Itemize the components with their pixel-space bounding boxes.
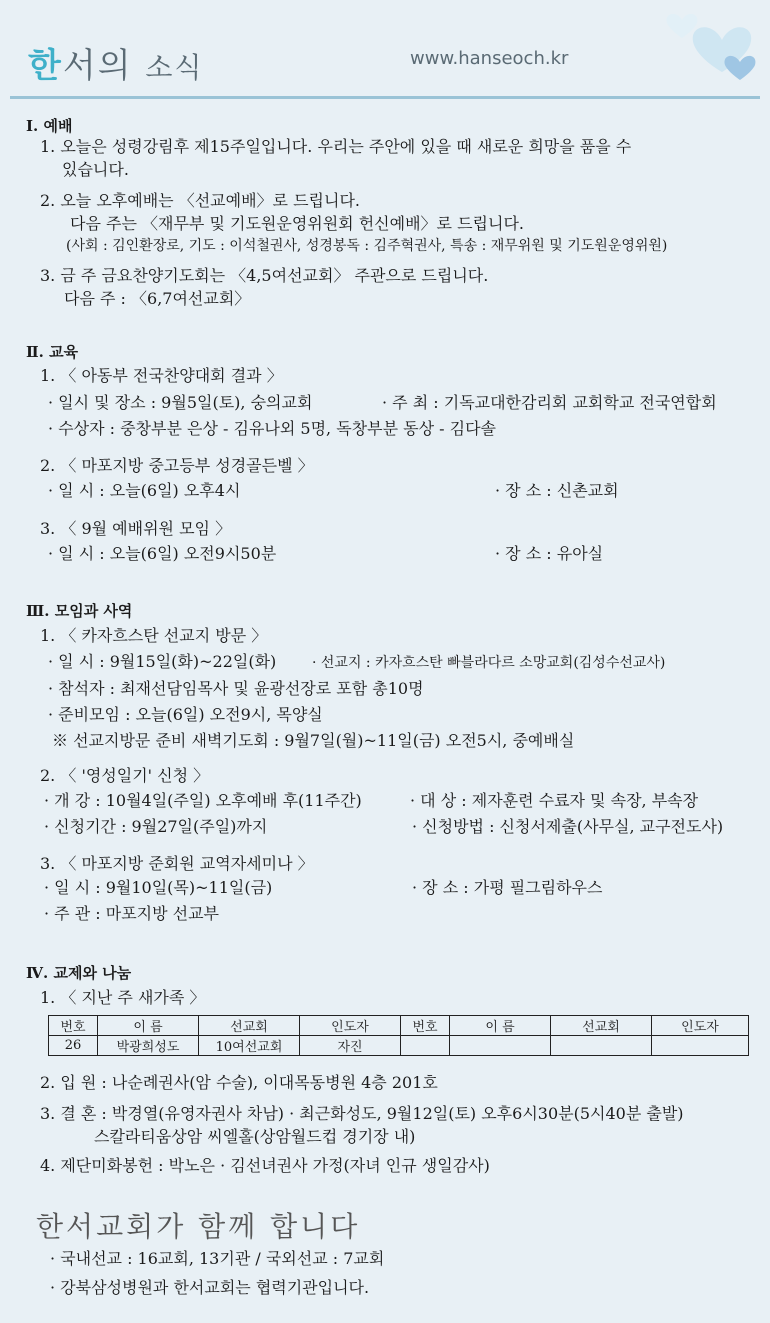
col-header: 인도자 xyxy=(300,1016,401,1036)
fellow-item-3-cont: 스칼라티움상암 씨엘홀(상암월드컵 경기장 내) xyxy=(94,1127,416,1146)
table-row xyxy=(49,1036,749,1056)
section-education-heading: Ⅱ. 교육 xyxy=(26,343,79,361)
meet-item-1-note: ※ 선교지방문 준비 새벽기도회 : 9월7일(월)~11일(금) 오전5시, 중예배실 xyxy=(52,731,575,750)
title-part3: 소식 xyxy=(145,51,204,84)
edu-item-1: 1. 〈 아동부 전국찬양대회 결과 〉 xyxy=(40,366,283,385)
table-cell xyxy=(450,1036,551,1056)
website-url[interactable]: www.hanseoch.kr xyxy=(410,48,569,69)
edu-item-2: 2. 〈 마포지방 중고등부 성경골든벨 〉 xyxy=(40,456,314,475)
meet-item-2: 2. 〈 '영성일기' 신청 〉 xyxy=(40,766,210,785)
table-cell: 26 xyxy=(49,1036,98,1056)
worship-item-2: 2. 오늘 오후예배는 〈선교예배〉로 드립니다. xyxy=(40,191,360,210)
edu-item-3: 3. 〈 9월 예배위원 모임 〉 xyxy=(40,519,232,538)
edu-item-3-time: · 일 시 : 오늘(6일) 오전9시50분 xyxy=(48,544,277,563)
meet-item-2-target: · 대 상 : 제자훈련 수료자 및 속장, 부속장 xyxy=(410,791,699,810)
new-family-table xyxy=(48,1015,749,1056)
worship-item-3: 3. 금 주 금요찬양기도회는 〈4,5여선교회〉 주관으로 드립니다. xyxy=(40,266,489,285)
title-part1: 한 xyxy=(28,46,63,86)
fellow-item-3: 3. 결 혼 : 박경열(유영자권사 차남) · 최근화성도, 9월12일(토) 오후6시30분(5시40분 출발) xyxy=(40,1104,684,1123)
meet-item-2-period: · 신청기간 : 9월27일(주일)까지 xyxy=(44,817,268,836)
meet-item-2-method: · 신청방법 : 신청서제출(사무실, 교구전도사) xyxy=(412,817,724,836)
table-cell: 자진 xyxy=(300,1036,401,1056)
col-header: 이 름 xyxy=(450,1016,551,1036)
footer-line-1: · 국내선교 : 16교회, 13기관 / 국외선교 : 7교회 xyxy=(50,1249,385,1268)
footer-title: 한서교회가 함께 합니다 xyxy=(36,1210,361,1243)
edu-item-3-place: · 장 소 : 유아실 xyxy=(495,544,604,563)
edu-item-2-place: · 장 소 : 신촌교회 xyxy=(495,481,619,500)
meet-item-1-people: · 참석자 : 최재선담임목사 및 윤광선장로 포함 총10명 xyxy=(48,679,424,698)
col-header: 번호 xyxy=(49,1016,98,1036)
col-header: 번호 xyxy=(401,1016,450,1036)
page-title xyxy=(28,38,203,87)
meet-item-1-site: · 선교지 : 카자흐스탄 빠블라다르 소망교회(김성수선교사) xyxy=(312,655,666,671)
table-cell xyxy=(551,1036,652,1056)
table-cell: 10여선교회 xyxy=(199,1036,300,1056)
fellow-item-1: 1. 〈 지난 주 새가족 〉 xyxy=(40,988,206,1007)
col-header: 인도자 xyxy=(652,1016,749,1036)
fellow-item-4: 4. 제단미화봉헌 : 박노은 · 김선녀권사 가정(자녀 인규 생일감사) xyxy=(40,1156,490,1175)
edu-item-1-place: · 일시 및 장소 : 9월5일(토), 숭의교회 xyxy=(48,393,313,412)
table-header-row xyxy=(49,1016,749,1036)
table-cell xyxy=(652,1036,749,1056)
meet-item-1: 1. 〈 카자흐스탄 선교지 방문 〉 xyxy=(40,626,268,645)
meet-item-3-host: · 주 관 : 마포지방 선교부 xyxy=(44,904,220,923)
hearts-decoration-icon xyxy=(652,0,762,90)
meet-item-1-prep: · 준비모임 : 오늘(6일) 오전9시, 목양실 xyxy=(48,705,323,724)
table-cell: 박광희성도 xyxy=(98,1036,199,1056)
edu-item-1-winner: · 수상자 : 중창부분 은상 - 김유나외 5명, 독창부분 동상 - 김다솔 xyxy=(48,419,496,438)
worship-item-1: 1. 오늘은 성령강림후 제15주일입니다. 우리는 주안에 있을 때 새로운 희망을 품을 수 xyxy=(40,137,632,156)
meet-item-3-time: · 일 시 : 9월10일(목)~11일(금) xyxy=(44,878,273,897)
col-header: 선교회 xyxy=(199,1016,300,1036)
footer-line-2: · 강북삼성병원과 한서교회는 협력기관입니다. xyxy=(50,1278,370,1297)
meet-item-1-time: · 일 시 : 9월15일(화)~22일(화) xyxy=(48,652,277,671)
fellow-item-2: 2. 입 원 : 나순례권사(암 수술), 이대목동병원 4층 201호 xyxy=(40,1073,438,1092)
worship-item-1-cont: 있습니다. xyxy=(62,160,129,179)
meet-item-3-place: · 장 소 : 가평 필그림하우스 xyxy=(412,878,603,897)
header xyxy=(0,0,770,100)
edu-item-2-time: · 일 시 : 오늘(6일) 오후4시 xyxy=(48,481,241,500)
col-header: 선교회 xyxy=(551,1016,652,1036)
header-divider xyxy=(10,96,760,99)
worship-item-3-next: 다음 주 : 〈6,7여선교회〉 xyxy=(64,289,251,308)
title-part2: 서의 xyxy=(62,46,133,86)
section-worship-heading: Ⅰ. 예배 xyxy=(26,117,73,135)
edu-item-1-host: · 주 최 : 기독교대한감리회 교회학교 전국연합회 xyxy=(382,393,717,412)
worship-item-2-next: 다음 주는 〈재무부 및 기도원운영위원회 헌신예배〉로 드립니다. xyxy=(70,214,525,233)
worship-item-2-roles: (사회 : 김인환장로, 기도 : 이석철권사, 성경봉독 : 김주혁권사, 특송 : 재무위원 및 기도원운영위원) xyxy=(66,238,668,254)
col-header: 이 름 xyxy=(98,1016,199,1036)
meet-item-3: 3. 〈 마포지방 준회원 교역자세미나 〉 xyxy=(40,854,314,873)
meet-item-2-open: · 개 강 : 10월4일(주일) 오후예배 후(11주간) xyxy=(44,791,362,810)
section-meetings-heading: Ⅲ. 모임과 사역 xyxy=(26,602,133,620)
section-fellowship-heading: Ⅳ. 교제와 나눔 xyxy=(26,964,132,982)
table-cell xyxy=(401,1036,450,1056)
